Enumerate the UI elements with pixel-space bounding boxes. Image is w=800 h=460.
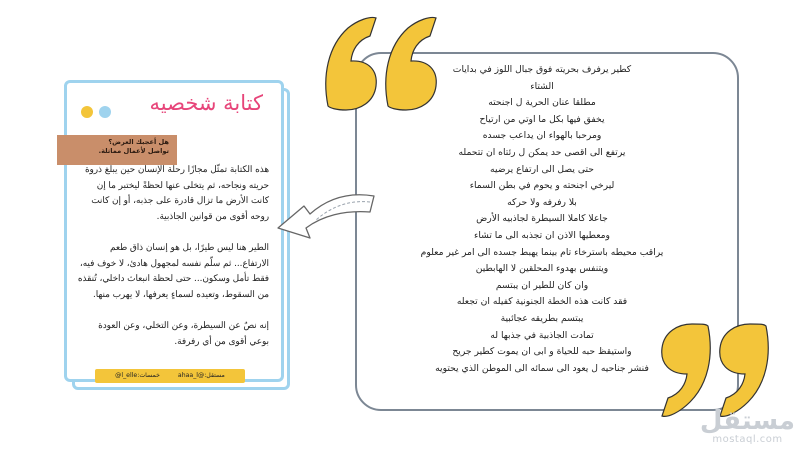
poem-line: وان كان للطير ان يبتسم bbox=[495, 279, 589, 291]
description-card bbox=[64, 80, 284, 382]
poem-line: الشتاء bbox=[530, 80, 554, 92]
ribbon-line-1: هل أعجبك العرض؟ bbox=[108, 138, 169, 146]
poem-line: كطير يرفرف بحريته فوق جبال اللوز في بدايات bbox=[452, 64, 632, 75]
poem-line: ومعطيها الاذن ان تجذبه الى ما تشاء bbox=[474, 229, 610, 241]
mostaql-handle: مستقل:@ahaa_l bbox=[177, 372, 225, 379]
poem-line: فنشر جناحيه ل يعود الى سمائه الى الموطن الذي يحتويه bbox=[435, 362, 649, 374]
handles-tag bbox=[95, 369, 245, 383]
card-paragraph: هذه الكتابة تمثّل مجازًا رحلة الإنسان حين يبلغ ذروة حريته ونجاحه، ثم يتخلى عنها لحظةً ليختبر ما إن كانت الأرض ما تزال قادرة على جذبه، أو إن كانت روحه أقوى من قوانين الجاذبية. bbox=[84, 165, 269, 222]
ribbon-line-2: تواصل لأعمال مماثلة. bbox=[98, 147, 169, 155]
logo-name: مستقل bbox=[699, 406, 795, 436]
poem-line: يبتسم بطريقه عجائبية bbox=[500, 312, 584, 324]
poem-line: ليرخي اجنحته و يحوم في بطن السماء bbox=[469, 180, 615, 192]
poem-line: جاعلا كاملا السيطرة لجاذبيه الأرض bbox=[476, 213, 608, 225]
poem-line: ويتنفس بهدوء المحلقين لا الهابطين bbox=[475, 263, 609, 275]
poem-line: يرتفع الى اقصى حد يمكن ل رئتاه ان تتحمله bbox=[458, 146, 626, 158]
poem-line: ومرحبا بالهواء ان يداعب جسده bbox=[482, 130, 602, 142]
logo-domain: mostaql.com bbox=[712, 434, 783, 445]
mostaql-logo bbox=[700, 408, 795, 446]
khamsat-handle: خمسات:l_elle@ bbox=[115, 372, 160, 379]
poem-line: يخفق فيها بكل ما اوتي من ارتياح bbox=[479, 113, 605, 125]
poem-line: حتى يصل الى ارتفاع يرضيه bbox=[490, 163, 594, 175]
poem-line: يراقب محيطه باسترخاء تام بينما يهبط جسده الى امر غير معلوم bbox=[420, 246, 664, 258]
card-dots bbox=[81, 103, 117, 122]
poem-line: تمادت الجاذبية في جذبها له bbox=[490, 329, 594, 341]
poem-text bbox=[372, 62, 712, 377]
card-paragraph: إنه نصٌ عن السيطرة، وعن التخلي، وعن العودة بوعي أقوى من أي رفرفة. bbox=[98, 321, 269, 347]
poem-line: مطلقا عنان الحرية ل اجنحته bbox=[488, 97, 596, 109]
poem-line: واستيقظ حبه للحياة و ابى ان يموت كطير جريح bbox=[452, 346, 632, 358]
yellow-dot-icon bbox=[81, 106, 93, 118]
contact-ribbon bbox=[57, 135, 177, 165]
card-description bbox=[77, 163, 269, 366]
blue-dot-icon bbox=[99, 106, 111, 118]
card-paragraph: الطير هنا ليس طيرًا، بل هو إنسان ذاق طعم الارتفاع... ثم سلّم نفسه لمجهول هادئ، لا خوف فيه، فقط تأمل وسكون... حتى لحظة انبعاث داخلي، تُنقذه من السقوط، وتعيده لسماءٍ يعرفها، لا يهرب منها. bbox=[77, 243, 269, 300]
curved-arrow-icon bbox=[270, 188, 380, 248]
poem-line: فقد كانت هذه الخطة الجنونية كفيله ان تجعله bbox=[456, 296, 628, 308]
card-title: كتابة شخصيه bbox=[149, 91, 263, 115]
poem-line: بلا رفرفه ولا حركه bbox=[507, 196, 577, 208]
